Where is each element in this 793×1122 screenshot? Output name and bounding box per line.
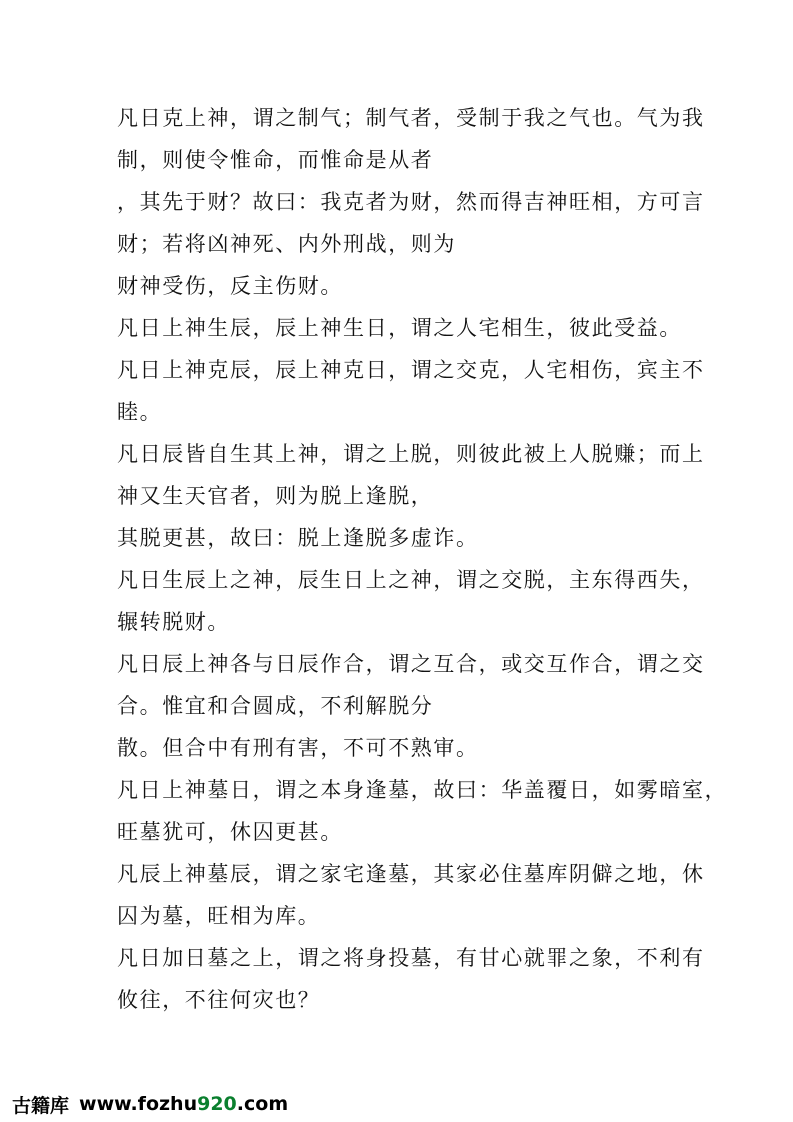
text-line: ，其先于财？故曰：我克者为财，然而得吉神旺相，方可言 [117, 190, 705, 214]
text-line: 财；若将凶神死、内外刑战，则为 [117, 232, 456, 256]
text-line: 合。惟宜和合圆成，不利解脱分 [117, 694, 434, 718]
site-url-link[interactable] [79, 1093, 288, 1115]
text-line: 辗转脱财。 [117, 610, 230, 634]
url-suffix: .com [236, 1093, 289, 1115]
text-line: 散。但合中有刑有害，不可不熟审。 [117, 736, 479, 760]
text-line: 凡日辰上神各与日辰作合，谓之互合，或交互作合，谓之交 [117, 652, 705, 676]
text-line: 凡日上神墓日，谓之本身逢墓，故曰：华盖覆日，如雾暗室， [117, 778, 728, 802]
footer-watermark [12, 1086, 288, 1122]
text-line: 其脱更甚，故曰：脱上逢脱多虚诈。 [117, 526, 479, 550]
text-line: 凡日上神生辰，辰上神生日，谓之人宅相生，彼此受益。 [117, 316, 682, 340]
site-name: 古籍库 [12, 1094, 70, 1117]
text-line: 睦。 [117, 400, 163, 424]
text-line: 凡日克上神，谓之制气；制气者，受制于我之气也。气为我 [117, 106, 705, 130]
text-line: 凡日辰皆自生其上神，谓之上脱，则彼此被上人脱赚；而上 [117, 442, 705, 466]
text-line: 凡日加日墓之上，谓之将身投墓，有甘心就罪之象，不利有 [117, 946, 705, 970]
text-line: 凡日上神克辰，辰上神克日，谓之交克，人宅相伤，宾主不 [117, 358, 705, 382]
text-line: 旺墓犹可，休囚更甚。 [117, 820, 343, 844]
text-line: 凡日生辰上之神，辰生日上之神，谓之交脱，主东得西失， [117, 568, 705, 592]
text-line: 制，则使令惟命，而惟命是从者 [117, 148, 434, 172]
url-number: 920 [197, 1093, 237, 1115]
url-prefix: www.fozhu [79, 1093, 198, 1115]
text-line: 攸往，不往何灾也？ [117, 988, 321, 1012]
text-line: 神又生天官者，则为脱上逢脱， [117, 484, 434, 508]
text-line: 财神受伤，反主伤财。 [117, 274, 343, 298]
text-line: 囚为墓，旺相为库。 [117, 904, 321, 928]
text-line: 凡辰上神墓辰，谓之家宅逢墓，其家必住墓库阴僻之地，休 [117, 862, 705, 886]
